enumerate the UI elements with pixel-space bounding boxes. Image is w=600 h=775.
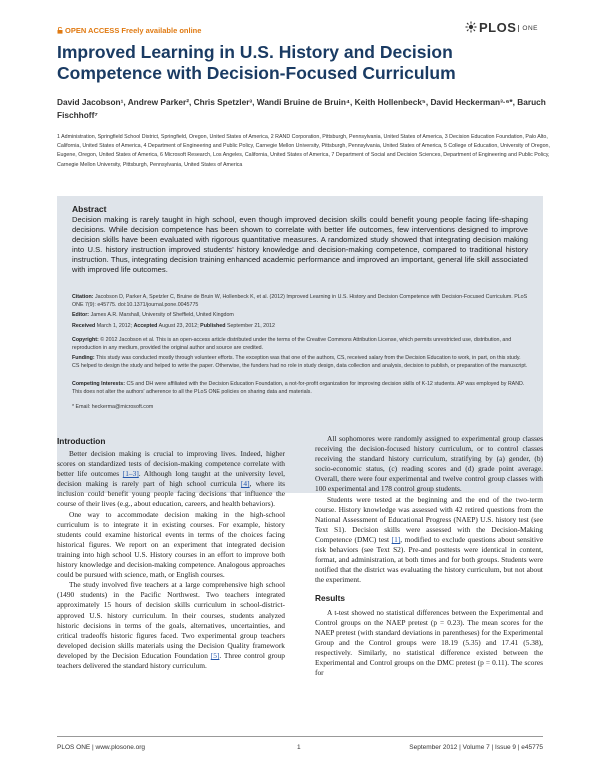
methods-paragraph-2: Students were tested at the beginning and the end of the two-term course. History knowledge was assessed with 42 retired questions from the National Assessment of Educational Progress (NAEP) U.S. history test (see Text S1). Decision skills were assessed with the Decision-Making Competence (DMC) test [1], modified to exclude questions about sensitive risk behaviors (see Text S2). Pre-and posttests were identical in content, format, and administration, at both times and for both groups. Students were notified that the district was evaluating the history curriculum, but not about the experiment. (315, 494, 543, 585)
results-heading: Results (315, 593, 345, 604)
right-column (315, 434, 543, 678)
open-access-text: OPEN ACCESS Freely available online (65, 26, 202, 35)
journal-logo-one: ONE (518, 25, 538, 32)
methods-paragraph-1: All sophomores were randomly assigned to experimental group classes receiving the decision-focused history curriculum, or to control classes receiving the standard history curriculum, stratifying by (a) gender, (b) socio-economic status, (c) reading scores and (d) grade point average. Overall, there were four experimental and twelve control group classes with 100 experimental and 178 control group students. (315, 434, 543, 494)
footer-journal[interactable]: PLOS ONE | www.plosone.org (57, 744, 146, 751)
ref-link[interactable]: [1–3] (122, 469, 139, 479)
contact-email[interactable]: * Email: heckerma@microsoft.com (72, 404, 154, 410)
intro-paragraph-3: The study involved five teachers at a large comprehensive high school (1490 students) in the Pacific Northwest. Two teachers integrated approximately 15 hours of decision skills curriculum in school-district-approved U.S. history curriculum. In their courses, students analyzed historic decisions in terms of the goals, alternatives, uncertainties, and critical tradeoffs historic figures faced. Two experimental group teachers developed decision skills materials using the Decision Quality framework developed by the Decision Education Foundation [5]. Three control group teachers delivered the standard history curriculum. (57, 580, 285, 670)
results-paragraph-1: A t-test showed no statistical differences between the Experimental and Control groups on the NAEP pretest (p = 0.23). The mean scores for the NAEP pretest (with standard deviations in parentheses) for the Experimental Group and the Control groups were 18.19 (5.35) and 17.41 (5.38), respectively. Similarly, no statistical difference existed between the Experimental and Control groups on the DMC pretest (p = 0.11). The scores for (315, 607, 543, 678)
introduction-heading: Introduction (57, 436, 106, 446)
ref-link[interactable]: [4] (240, 479, 250, 489)
author-list: David Jacobson¹, Andrew Parker², Chris Spetzler³, Wandi Bruine de Bruin⁴, Keith Hollenbeck⁵, David Heckerman³·⁶*, Baruch Fischhoff⁷ (57, 97, 546, 120)
left-column (57, 449, 285, 671)
footer-issue: September 2012 | Volume 7 | Issue 9 | e45775 (409, 744, 543, 751)
editor: Editor: James A.R. Marshall, University of Sheffield, United Kingdom (72, 312, 234, 318)
abstract-text: Decision making is rarely taught in high school, even though improved decision skills could benefit young people facing life-shaping decisions. While decision competence has been shown to correlate with better life outcomes, few interventions designed to improve decision skills have been evaluated with rigorous quantitative measures. A randomized study showed that integrating decision making into U.S. history instruction improved students' history knowledge and decision-making competence, compared to traditional history instruction. Thus, integrating decision training enhanced academic performance and improved an important, general life skill associated with improved life outcomes. (72, 215, 528, 275)
open-lock-icon (57, 27, 63, 34)
competing-interests: Competing Interests: CS and DH were affiliated with the Decision Education Foundation, a not-for-profit organization for improving decision skills of K-12 students. AP was employed by RAND. This does not alter the authors' adherence to all the PLoS ONE policies on sharing data and materials. (72, 381, 525, 396)
ref-link[interactable]: [5] (210, 650, 220, 660)
intro-paragraph-1: Better decision making is crucial to improving lives. Indeed, higher scores on standardized tests of decision-making competence correlate with better life outcomes [1–3]. Although long taught at the university level, decision making is rarely part of high school curricula [4], where its inclusion could benefit young people facing decisions that influence the course of their lives (e.g., about education, careers, and health behaviors). (57, 449, 285, 509)
abstract-heading: Abstract (72, 204, 107, 214)
footer-page-number: 1 (297, 744, 301, 751)
article-title: Improved Learning in U.S. History and Decision Competence with Decision-Focused Curriculum (57, 42, 456, 83)
intro-paragraph-2: One way to accommodate decision making in the high-school curriculum is to integrate it in existing courses. For example, history students could examine historical events in terms of the choices facing historical figures. We report on an experiment that integrated decision training into high school U.S. History courses in an effort to improve both history knowledge and decision-making competence. Analogous approaches could be pursued with science, math, or English courses. (57, 509, 285, 580)
plos-sun-icon (465, 21, 477, 33)
journal-logo-text: PLOS (479, 20, 517, 35)
dates: Received March 1, 2012; Accepted August 23, 2012; Published September 21, 2012 (72, 323, 275, 329)
affiliations: 1 Administration, Springfield School District, Springfield, Oregon, United States of America, 2 RAND Corporation, Pittsburgh, Pennsylvania, United States of America, 3 Decision Education Foundation, Palo Alto, California, United States of America, 4 Department of Engineering and Public Policy, Carnegie Mellon University, Pittsburgh, Pennsylvania, United States of America, 5 College of Education, University of Oregon, Eugene, Oregon, United States of America, 6 Microsoft Research, Los Angeles, California, United States of America, 7 Department of Social and Decision Sciences, Department of Engineering and Public Policy, Carnegie Mellon University, Pittsburgh, Pennsylvania, United States of America (57, 134, 550, 168)
citation: Citation: Jacobson D, Parker A, Spetzler C, Bruine de Bruin W, Hollenbeck K, et al. (2012) Improved Learning in U.S. History and Decision Competence with Decision-Focused Curriculum. PLoS ONE 7(9): e45775. doi:10.1371/journal.pone.0045775 (72, 294, 528, 309)
ref-link[interactable]: [1] (391, 534, 401, 544)
footer-rule (57, 736, 543, 737)
funding: Funding: This study was conducted mostly through volunteer efforts. The exception was that one of the authors, CS, received salary from the Decision Education to work, in part, on this study. CS helped to design the study and helped to write the paper. Otherwise, the funders had no role in study design, data collection and analysis, decision to publish, or preparation of the manuscript. (72, 355, 528, 370)
journal-logo (465, 20, 538, 35)
copyright: Copyright: © 2012 Jacobson et al. This is an open-access article distributed under the terms of the Creative Commons Attribution License, which permits unrestricted use, distribution, and reproduction in any medium, provided the original author and source are credited. (72, 337, 512, 352)
open-access-banner (57, 26, 201, 35)
